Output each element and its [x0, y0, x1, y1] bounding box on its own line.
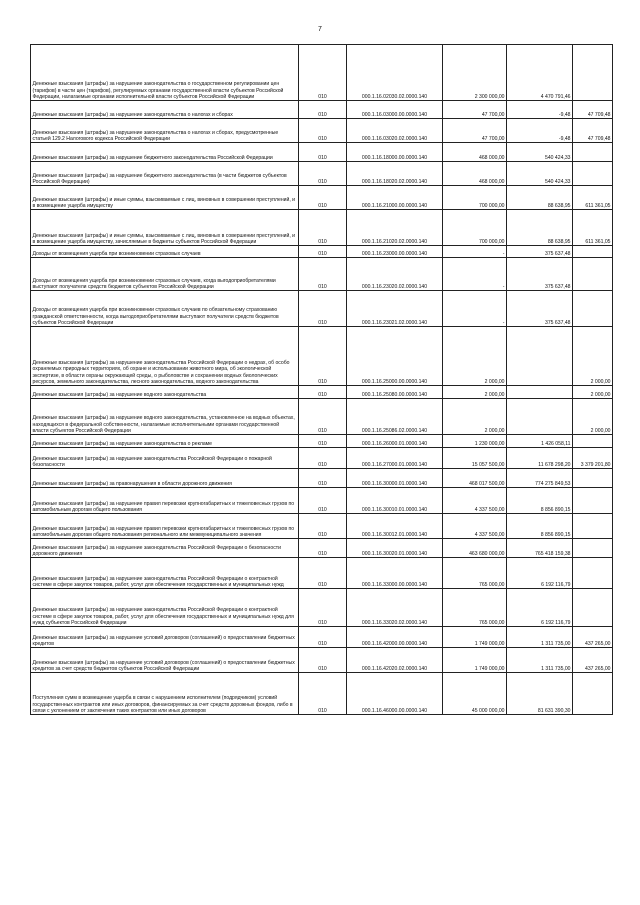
row-name: Денежные взыскания (штрафы) за нарушение правил перевозки крупногабаритных и тяжеловесных грузов по автомобильным дорогам общего пользования регионального или межмуниципального значения [31, 514, 299, 539]
row-name: Денежные взыскания (штрафы) за нарушение законодательства Российской Федерации о безопасности дорожного движения [31, 539, 299, 558]
row-executed: 765 418 159,38 [507, 539, 573, 558]
row-code: 010 [299, 119, 347, 143]
row-remainder [573, 143, 613, 162]
row-remainder [573, 558, 613, 589]
row-name: Денежные взыскания (штрафы) за нарушение водного законодательства, установленное на водных объектах, находящихся в федеральной собственности, налагаемые исполнительными органами государственной власти субъектов Российской Федерации [31, 399, 299, 435]
row-plan: 463 680 000,00 [443, 539, 507, 558]
row-kbk: 000.1.16.26000.01.0000.140 [347, 435, 443, 448]
row-plan: - [443, 291, 507, 327]
row-executed: 6 192 116,79 [507, 589, 573, 627]
table-row [31, 246, 613, 258]
revenue-table [30, 44, 613, 715]
table-row [31, 291, 613, 327]
row-code: 010 [299, 399, 347, 435]
row-executed [507, 327, 573, 386]
row-remainder: 3 379 201,80 [573, 448, 613, 469]
row-plan: 1 749 000,00 [443, 648, 507, 673]
table-row [31, 399, 613, 435]
row-plan: - [443, 246, 507, 258]
row-code: 010 [299, 386, 347, 399]
table-row [31, 258, 613, 291]
row-plan: 468 000,00 [443, 143, 507, 162]
row-executed: 4 470 791,46 [507, 45, 573, 101]
row-name: Денежные взыскания (штрафы) и иные суммы, взыскиваемые с лиц, виновных в совершении преступлений, и в возмещение ущерба имуществу, зачисляемые в бюджеты субъектов Российской Федерации [31, 210, 299, 246]
row-executed: 540 424,33 [507, 162, 573, 186]
row-plan: 700 000,00 [443, 210, 507, 246]
row-plan: 2 000,00 [443, 386, 507, 399]
row-kbk: 000.1.16.21020.02.0000.140 [347, 210, 443, 246]
row-plan: 765 000,00 [443, 589, 507, 627]
row-executed: 375 637,48 [507, 258, 573, 291]
row-kbk: 000.1.16.25086.02.0000.140 [347, 399, 443, 435]
row-executed: 375 637,48 [507, 291, 573, 327]
row-plan: 468 017 500,00 [443, 469, 507, 488]
row-executed [507, 386, 573, 399]
row-code: 010 [299, 101, 347, 119]
row-executed: 1 311 735,00 [507, 648, 573, 673]
row-code: 010 [299, 589, 347, 627]
row-kbk: 000.1.16.42020.02.0000.140 [347, 648, 443, 673]
row-kbk: 000.1.16.23021.02.0000.140 [347, 291, 443, 327]
table-row [31, 539, 613, 558]
table-row [31, 469, 613, 488]
row-remainder: 611 361,05 [573, 210, 613, 246]
row-code: 010 [299, 327, 347, 386]
row-remainder: 47 709,48 [573, 119, 613, 143]
row-executed: 6 192 116,79 [507, 558, 573, 589]
row-code: 010 [299, 539, 347, 558]
row-plan: 47 700,00 [443, 119, 507, 143]
table-row [31, 558, 613, 589]
table-row [31, 386, 613, 399]
row-remainder [573, 539, 613, 558]
row-executed: 774 275 849,53 [507, 469, 573, 488]
row-remainder: 2 000,00 [573, 399, 613, 435]
row-plan: 1 230 000,00 [443, 435, 507, 448]
row-remainder: 47 709,48 [573, 101, 613, 119]
row-plan: 47 700,00 [443, 101, 507, 119]
row-kbk: 000.1.16.46000.00.0000.140 [347, 673, 443, 715]
row-executed: -9,48 [507, 119, 573, 143]
table-row [31, 119, 613, 143]
row-kbk: 000.1.16.30000.01.0000.140 [347, 469, 443, 488]
row-remainder: 2 000,00 [573, 386, 613, 399]
row-kbk: 000.1.16.42000.00.0000.140 [347, 627, 443, 648]
row-name: Доходы от возмещения ущерба при возникновении страховых случаев [31, 246, 299, 258]
row-code: 010 [299, 435, 347, 448]
row-name: Денежные взыскания (штрафы) за нарушение законодательства Российской Федерации о недрах, об особо охраняемых природных территориях, об охране и использовании животного мира, об экологической экспертизе, в области охраны окружающей среды, о рыболовстве и сохранении водных биологических ресурсов, земельного законодательства, лесного законодательства, водного законодательства [31, 327, 299, 386]
row-executed [507, 399, 573, 435]
row-remainder [573, 589, 613, 627]
row-executed: 1 426 058,11 [507, 435, 573, 448]
row-name: Денежные взыскания (штрафы) за нарушение законодательства Российской Федерации о контрактной системе в сфере закупок товаров, работ, услуг для обеспечения государственных и муниципальных нужд для нужд субъектов Российской Федерации [31, 589, 299, 627]
table-row [31, 448, 613, 469]
row-kbk: 000.1.16.30012.01.0000.140 [347, 514, 443, 539]
table-row [31, 648, 613, 673]
row-plan: - [443, 258, 507, 291]
row-remainder [573, 162, 613, 186]
row-plan: 4 337 500,00 [443, 514, 507, 539]
row-code: 010 [299, 627, 347, 648]
row-code: 010 [299, 143, 347, 162]
table-row [31, 514, 613, 539]
table-row [31, 488, 613, 514]
table-row [31, 162, 613, 186]
row-name: Денежные взыскания (штрафы) за нарушение условий договоров (соглашений) о предоставлении бюджетных кредитов [31, 627, 299, 648]
row-code: 010 [299, 558, 347, 589]
row-remainder [573, 258, 613, 291]
row-code: 010 [299, 448, 347, 469]
row-kbk: 000.1.16.23020.02.0000.140 [347, 258, 443, 291]
row-name: Денежные взыскания (штрафы) за нарушение законодательства о государственном регулировании цен (тарифов) в части цен (тарифов), регулируемых органами государственной власти субъектов Российской Федерации, налагаемые органами исполнительной власти субъектов Российской Федерации [31, 45, 299, 101]
table-row [31, 101, 613, 119]
row-remainder: 437 265,00 [573, 627, 613, 648]
row-plan: 765 000,00 [443, 558, 507, 589]
row-name: Денежные взыскания (штрафы) за нарушение бюджетного законодательства Российской Федерации [31, 143, 299, 162]
table-row [31, 45, 613, 101]
row-name: Денежные взыскания (штрафы) за правонарушения в области дорожного движения [31, 469, 299, 488]
row-executed: 81 631 390,30 [507, 673, 573, 715]
row-kbk: 000.1.16.18020.02.0000.140 [347, 162, 443, 186]
row-remainder [573, 246, 613, 258]
row-remainder: 437 265,00 [573, 648, 613, 673]
row-executed: 11 678 298,20 [507, 448, 573, 469]
row-remainder [573, 469, 613, 488]
row-kbk: 000.1.16.25080.00.0000.140 [347, 386, 443, 399]
row-code: 010 [299, 246, 347, 258]
table-row [31, 435, 613, 448]
row-executed: 375 637,48 [507, 246, 573, 258]
table-row [31, 673, 613, 715]
table-row [31, 210, 613, 246]
row-plan: 45 000 000,00 [443, 673, 507, 715]
row-executed: 8 856 890,15 [507, 514, 573, 539]
row-kbk: 000.1.16.30020.01.0000.140 [347, 539, 443, 558]
row-code: 010 [299, 186, 347, 210]
row-kbk: 000.1.16.33000.00.0000.140 [347, 558, 443, 589]
row-name: Денежные взыскания (штрафы) и иные суммы, взыскиваемые с лиц, виновных в совершении преступлений, и в возмещение ущерба имуществу [31, 186, 299, 210]
row-kbk: 000.1.16.25000.00.0000.140 [347, 327, 443, 386]
row-remainder [573, 291, 613, 327]
row-name: Денежные взыскания (штрафы) за нарушение законодательства о рекламе [31, 435, 299, 448]
row-plan: 2 000,00 [443, 399, 507, 435]
row-code: 010 [299, 258, 347, 291]
row-plan: 1 749 000,00 [443, 627, 507, 648]
row-name: Денежные взыскания (штрафы) за нарушение водного законодательства [31, 386, 299, 399]
row-name: Денежные взыскания (штрафы) за нарушение законодательства Российской Федерации о пожарной безопасности [31, 448, 299, 469]
row-code: 010 [299, 469, 347, 488]
row-kbk: 000.1.16.27000.01.0000.140 [347, 448, 443, 469]
row-code: 010 [299, 514, 347, 539]
row-remainder [573, 45, 613, 101]
row-name: Денежные взыскания (штрафы) за нарушение законодательства о налогах и сборах [31, 101, 299, 119]
row-name: Денежные взыскания (штрафы) за нарушение законодательства о налогах и сборах, предусмотренные статьей 129.2 Налогового кодекса Российской Федерации [31, 119, 299, 143]
row-remainder [573, 673, 613, 715]
row-code: 010 [299, 210, 347, 246]
row-remainder [573, 514, 613, 539]
row-code: 010 [299, 291, 347, 327]
row-name: Денежные взыскания (штрафы) за нарушение бюджетного законодательства (в части бюджетов субъектов Российской Федерации) [31, 162, 299, 186]
row-name: Доходы от возмещения ущерба при возникновении страховых случаев, когда выгодоприобретателями выступают получатели средств бюджетов субъектов Российской Федерации [31, 258, 299, 291]
row-plan: 700 000,00 [443, 186, 507, 210]
row-remainder: 2 000,00 [573, 327, 613, 386]
row-executed: 1 311 735,00 [507, 627, 573, 648]
row-plan: 4 337 500,00 [443, 488, 507, 514]
row-kbk: 000.1.16.21000.00.0000.140 [347, 186, 443, 210]
row-name: Доходы от возмещения ущерба при возникновении страховых случаев по обязательному страхованию гражданской ответственности, когда выгодоприобретателями выступают получатели средств бюджетов субъектов Российской Федерации [31, 291, 299, 327]
row-kbk: 000.1.16.33020.02.0000.140 [347, 589, 443, 627]
row-code: 010 [299, 673, 347, 715]
row-plan: 2 300 000,00 [443, 45, 507, 101]
row-code: 010 [299, 488, 347, 514]
row-kbk: 000.1.16.30010.01.0000.140 [347, 488, 443, 514]
row-name: Денежные взыскания (штрафы) за нарушение законодательства Российской Федерации о контрактной системе в сфере закупок товаров, работ, услуг для обеспечения государственных и муниципальных нужд [31, 558, 299, 589]
row-kbk: 000.1.16.23000.00.0000.140 [347, 246, 443, 258]
row-remainder [573, 435, 613, 448]
row-remainder [573, 488, 613, 514]
row-code: 010 [299, 162, 347, 186]
row-plan: 15 057 500,00 [443, 448, 507, 469]
table-row [31, 589, 613, 627]
row-remainder: 611 361,05 [573, 186, 613, 210]
row-code: 010 [299, 648, 347, 673]
row-kbk: 000.1.16.18000.00.0000.140 [347, 143, 443, 162]
row-code: 010 [299, 45, 347, 101]
row-name: Денежные взыскания (штрафы) за нарушение правил перевозки крупногабаритных и тяжеловесных грузов по автомобильным дорогам общего пользования [31, 488, 299, 514]
table-row [31, 186, 613, 210]
row-name: Поступления сумм в возмещение ущерба в связи с нарушением исполнителем (подрядчиком) условий государственных контрактов или иных договоров, финансируемых за счет средств дорожных фондов, либо в связи с уклонением от заключения таких контрактов или иных договоров [31, 673, 299, 715]
table-row [31, 143, 613, 162]
row-kbk: 000.1.16.03000.00.0000.140 [347, 101, 443, 119]
table-row [31, 327, 613, 386]
table-body [31, 45, 613, 715]
page-number: 7 [318, 26, 322, 33]
row-executed: 88 638,95 [507, 186, 573, 210]
row-executed: 8 856 890,15 [507, 488, 573, 514]
row-plan: 2 000,00 [443, 327, 507, 386]
table-row [31, 627, 613, 648]
row-executed: 540 424,33 [507, 143, 573, 162]
row-executed: -9,48 [507, 101, 573, 119]
row-executed: 88 638,95 [507, 210, 573, 246]
row-kbk: 000.1.16.03020.02.0000.140 [347, 119, 443, 143]
row-plan: 468 000,00 [443, 162, 507, 186]
row-name: Денежные взыскания (штрафы) за нарушение условий договоров (соглашений) о предоставлении бюджетных кредитов за счет средств бюджетов субъектов Российской Федерации [31, 648, 299, 673]
row-kbk: 000.1.16.02030.02.0000.140 [347, 45, 443, 101]
